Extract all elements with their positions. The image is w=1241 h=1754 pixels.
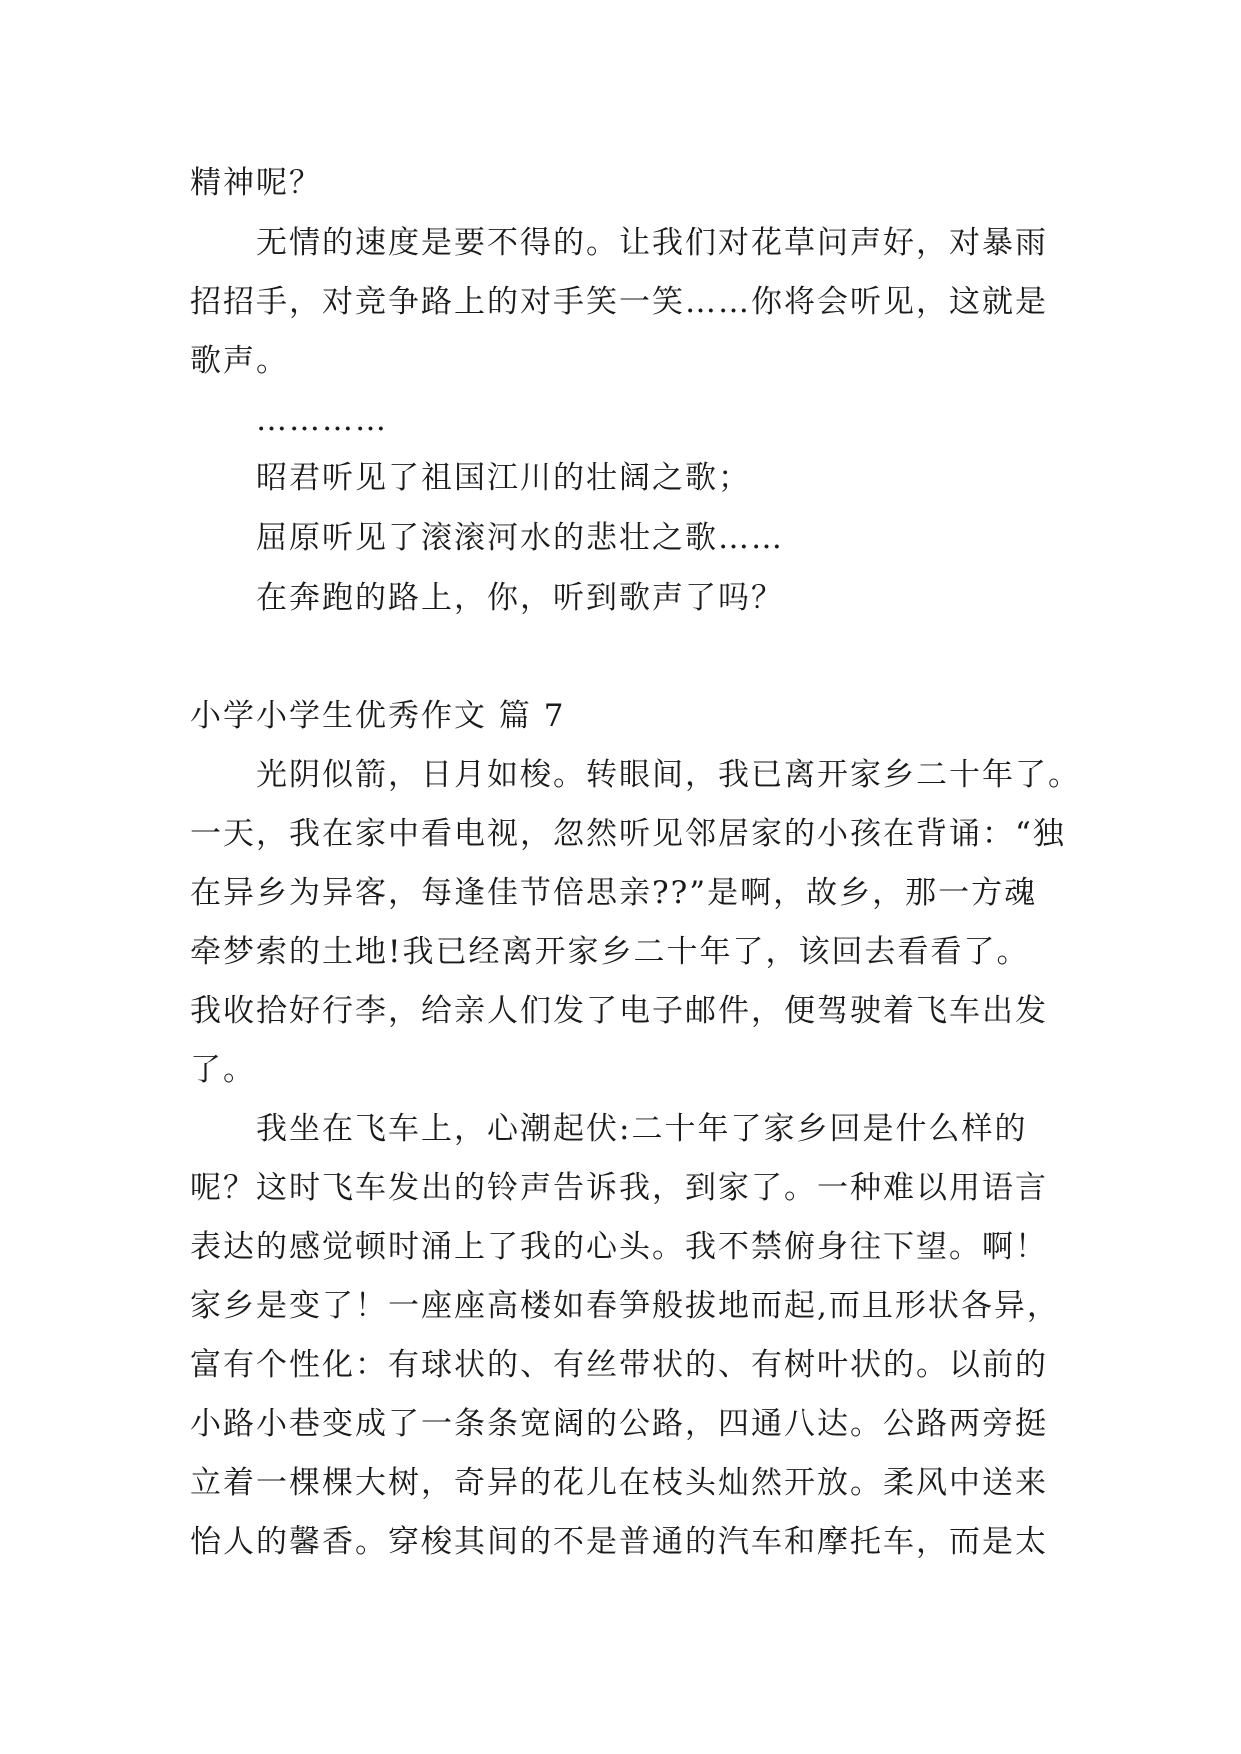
section-heading: 小学小学生优秀作文 篇 7 [190, 698, 566, 734]
ellipsis-line: ………… [256, 402, 388, 438]
paragraph-line: 立着一棵棵大树，奇异的花儿在枝头灿然开放。柔风中送来 [190, 1465, 1048, 1501]
paragraph-line: 富有个性化：有球状的、有丝带状的、有树叶状的。以前的 [190, 1347, 1048, 1383]
paragraph-line: 精神呢？ [190, 165, 322, 201]
paragraph-line: 家乡是变了！一座座高楼如春笋般拔地而起,而且形状各异， [190, 1288, 1060, 1324]
paragraph-line: 了。 [190, 1052, 256, 1088]
paragraph-line: 在奔跑的路上，你，听到歌声了吗？ [256, 580, 784, 616]
paragraph-line: 无情的速度是要不得的。让我们对花草问声好，对暴雨 [256, 225, 1048, 261]
paragraph-line: 一天，我在家中看电视，忽然听见邻居家的小孩在背诵：“独 [190, 816, 1066, 852]
paragraph-line: 招招手，对竞争路上的对手笑一笑……你将会听见，这就是 [190, 284, 1048, 320]
paragraph-line: 昭君听见了祖国江川的壮阔之歌； [256, 460, 751, 496]
paragraph-line: 我坐在飞车上，心潮起伏:二十年了家乡回是什么样的 [256, 1111, 1028, 1147]
paragraph-line: 光阴似箭，日月如梭。转眼间，我已离开家乡二十年了。 [256, 757, 1081, 793]
paragraph-line: 屈原听见了滚滚河水的悲壮之歌…… [256, 520, 784, 556]
paragraph-line: 呢？这时飞车发出的铃声告诉我，到家了。一种难以用语言 [190, 1170, 1048, 1206]
paragraph-line: 表达的感觉顿时涌上了我的心头。我不禁俯身往下望。啊！ [190, 1229, 1048, 1265]
paragraph-line: 牵梦索的土地!我已经离开家乡二十年了，该回去看看了。 [190, 934, 1030, 970]
paragraph-line: 在异乡为异客，每逢佳节倍思亲??”是啊，故乡，那一方魂 [190, 875, 1038, 911]
paragraph-line: 我收拾好行李，给亲人们发了电子邮件，便驾驶着飞车出发 [190, 993, 1048, 1029]
paragraph-line: 歌声。 [190, 343, 289, 379]
paragraph-line: 小路小巷变成了一条条宽阔的公路，四通八达。公路两旁挺 [190, 1406, 1048, 1442]
paragraph-line: 怡人的馨香。穿梭其间的不是普通的汽车和摩托车，而是太 [190, 1524, 1048, 1560]
